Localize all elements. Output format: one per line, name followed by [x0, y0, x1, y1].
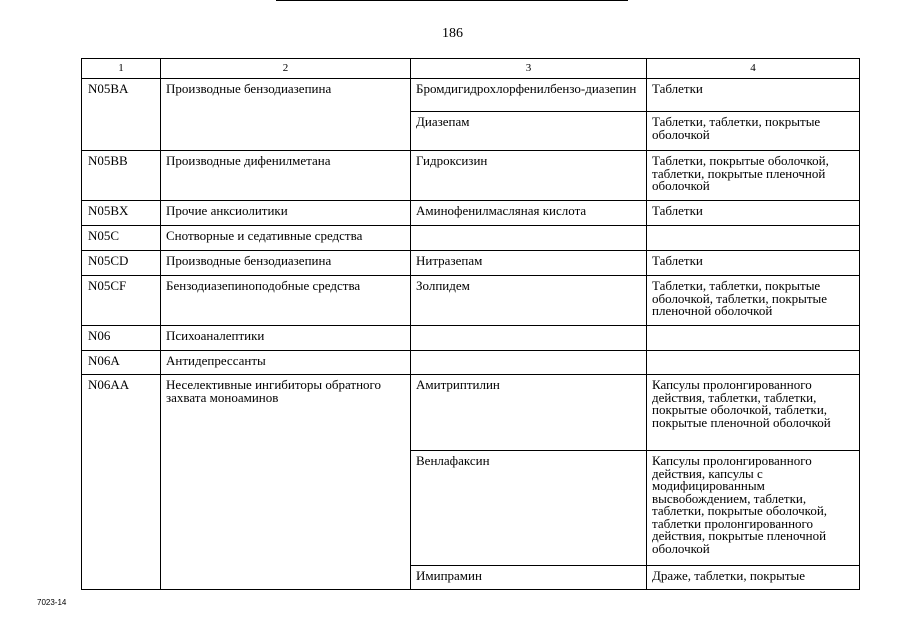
table-row: [82, 326, 860, 351]
drug-name: Амитриптилин: [411, 375, 647, 451]
drug-name: Нитразепам: [411, 251, 647, 276]
dosage-forms: Таблетки: [647, 251, 860, 276]
dosage-forms: [647, 226, 860, 251]
dosage-forms: Капсулы пролонгированного действия, таблетки, таблетки, покрытые оболочкой, таблетки, покрытые пленочной оболочкой: [647, 375, 860, 451]
drug-name: Бромдигидрохлорфенилбензо-диазепин: [411, 79, 647, 112]
page-number: 186: [442, 26, 463, 41]
column-number-3: 3: [411, 59, 647, 79]
document-stamp: 7023-14: [37, 598, 67, 607]
table-row: [82, 375, 860, 451]
table-row: [82, 151, 860, 201]
atc-code: N05CD: [82, 251, 161, 276]
atc-group: Психоаналептики: [161, 326, 411, 351]
atc-code: N06: [82, 326, 161, 351]
atc-group: Антидепрессанты: [161, 351, 411, 375]
dosage-forms: [647, 351, 860, 375]
table-row: [82, 351, 860, 375]
table-row: [82, 79, 860, 112]
dosage-forms: Капсулы пролонгированного действия, капсулы с модифицированным высвобождением, таблетки, таблетки, покрытые оболочкой, таблетки пролонгированного действия, покрытые пленочной оболочкой: [647, 451, 860, 566]
drug-name: Имипрамин: [411, 566, 647, 590]
drug-name: Венлафаксин: [411, 451, 647, 566]
dosage-forms: Таблетки, таблетки, покрытые оболочкой, таблетки, покрытые пленочной оболочкой: [647, 276, 860, 326]
atc-code: N05CF: [82, 276, 161, 326]
dosage-forms: Таблетки: [647, 201, 860, 226]
dosage-forms: Таблетки, таблетки, покрытые оболочкой: [647, 112, 860, 151]
atc-code: N06AA: [82, 375, 161, 590]
atc-group: Производные бензодиазепина: [161, 79, 411, 151]
drug-registry-table: [81, 58, 860, 590]
atc-code: N05BA: [82, 79, 161, 151]
drug-name: Диазепам: [411, 112, 647, 151]
table-row: [82, 251, 860, 276]
drug-name: [411, 226, 647, 251]
atc-code: N06A: [82, 351, 161, 375]
drug-name: [411, 326, 647, 351]
dosage-forms: Таблетки, покрытые оболочкой, таблетки, покрытые пленочной оболочкой: [647, 151, 860, 201]
table-row: [82, 226, 860, 251]
atc-code: N05C: [82, 226, 161, 251]
top-rule: [276, 0, 628, 1]
atc-group: Производные бензодиазепина: [161, 251, 411, 276]
table-header-row: [82, 59, 860, 79]
dosage-forms: [647, 326, 860, 351]
atc-code: N05BX: [82, 201, 161, 226]
column-number-4: 4: [647, 59, 860, 79]
atc-code: N05BB: [82, 151, 161, 201]
atc-group: Производные дифенилметана: [161, 151, 411, 201]
dosage-forms: Драже, таблетки, покрытые: [647, 566, 860, 590]
drug-name: Аминофенилмасляная кислота: [411, 201, 647, 226]
column-number-2: 2: [161, 59, 411, 79]
column-number-1: 1: [82, 59, 161, 79]
drug-name: [411, 351, 647, 375]
atc-group: Снотворные и седативные средства: [161, 226, 411, 251]
table-row: [82, 276, 860, 326]
atc-group: Прочие анксиолитики: [161, 201, 411, 226]
atc-group: Бензодиазепиноподобные средства: [161, 276, 411, 326]
drug-name: Золпидем: [411, 276, 647, 326]
drug-name: Гидроксизин: [411, 151, 647, 201]
dosage-forms: Таблетки: [647, 79, 860, 112]
table-row: [82, 201, 860, 226]
atc-group: Неселективные ингибиторы обратного захвата моноаминов: [161, 375, 411, 590]
